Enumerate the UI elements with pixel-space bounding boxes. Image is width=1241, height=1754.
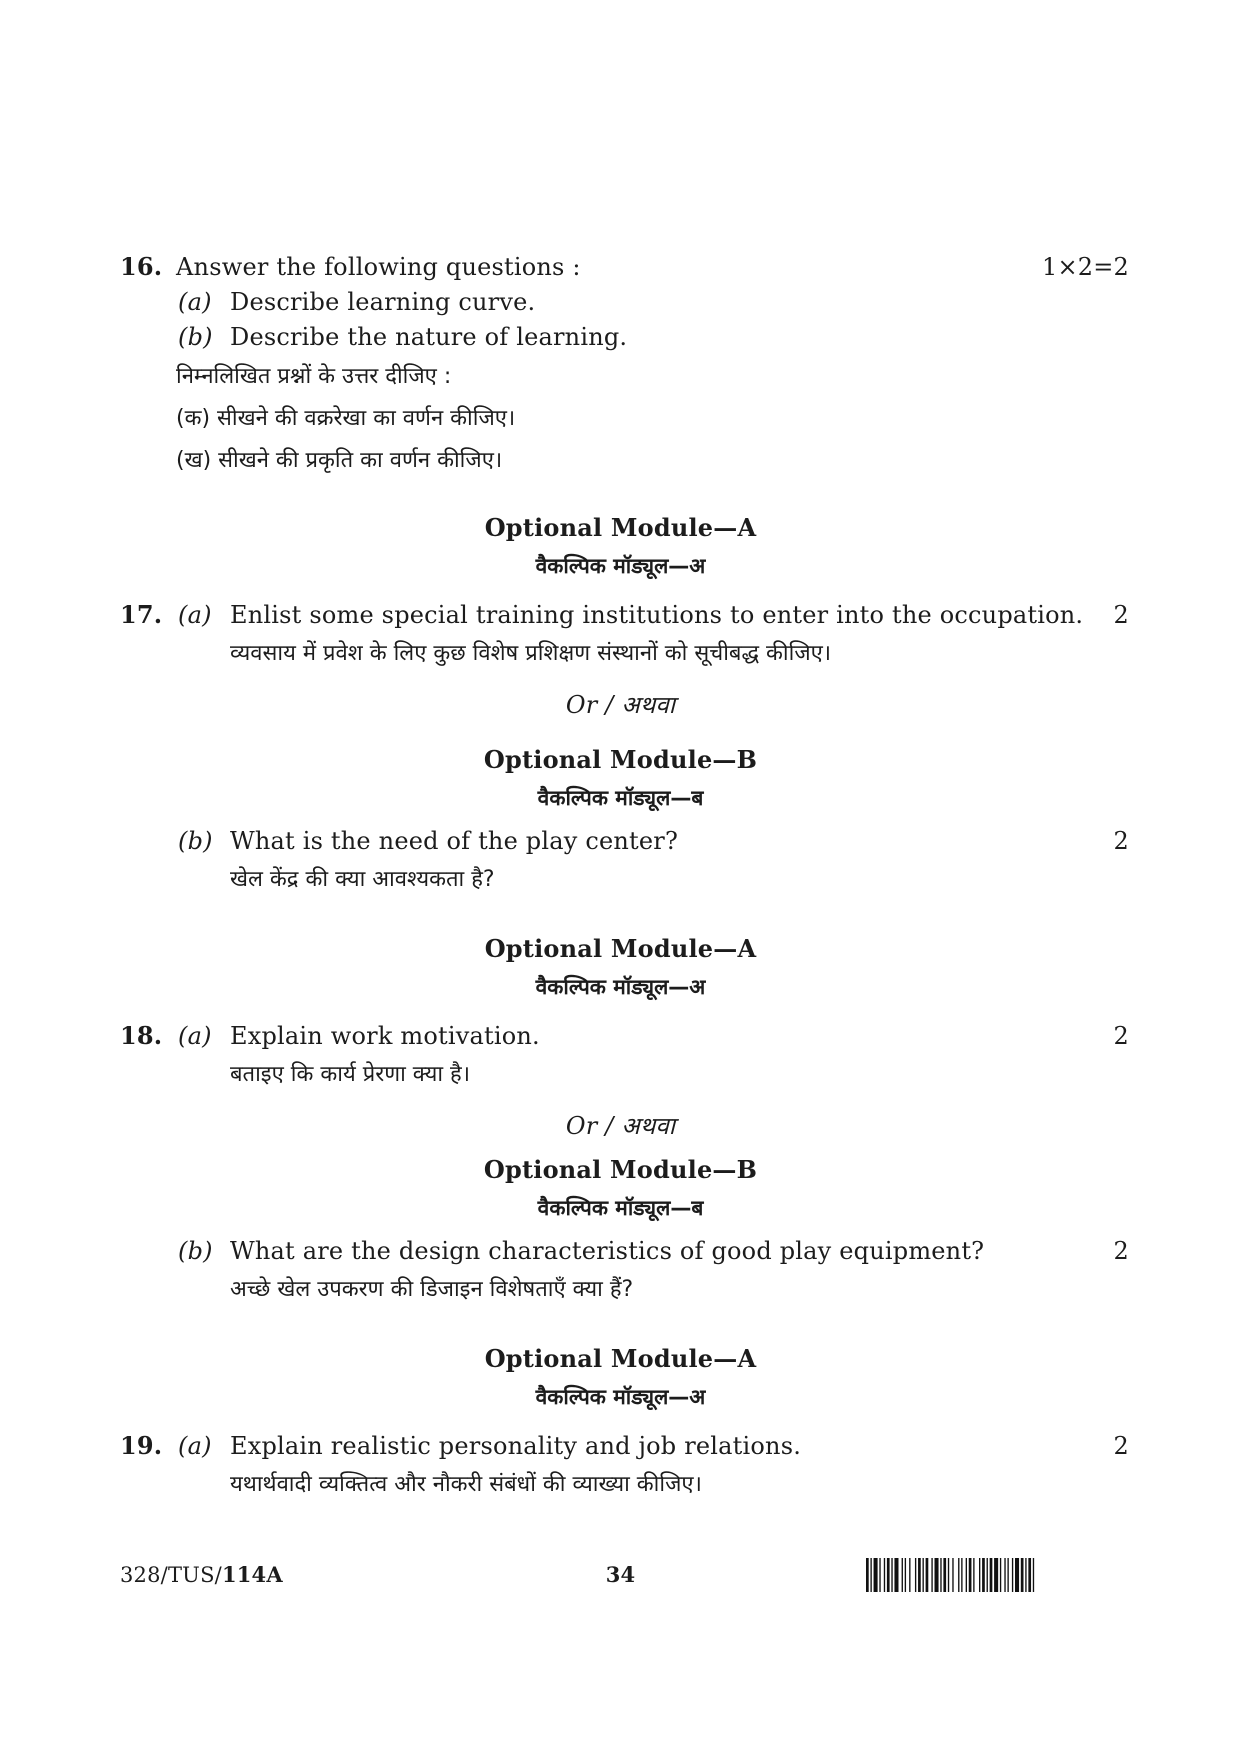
- barcode-bar: [987, 1558, 988, 1592]
- barcode-bar: [909, 1558, 910, 1592]
- q18-a-marks: 2: [1113, 1022, 1129, 1050]
- barcode-bar: [1007, 1558, 1008, 1592]
- barcode-bar: [990, 1558, 993, 1592]
- barcode-bar: [1015, 1558, 1019, 1592]
- barcode-image: [866, 1558, 1130, 1592]
- barcode-bar: [1033, 1558, 1034, 1592]
- q17-a-marks: 2: [1113, 601, 1129, 629]
- or-separator: Or / अथवा: [565, 691, 676, 719]
- barcode-bar: [1004, 1558, 1005, 1592]
- q17-b-text: What is the need of the play center?: [230, 827, 679, 855]
- q18-number: 18.: [120, 1021, 163, 1050]
- barcode-bar: [973, 1558, 974, 1592]
- module-a-heading: Optional Module—A: [484, 513, 757, 542]
- q16-b-label: (b): [178, 323, 213, 351]
- barcode-bar: [935, 1558, 939, 1592]
- module-a-heading-hindi: वैकल्पिक मॉड्यूल—अ: [535, 554, 706, 578]
- barcode-bar: [1012, 1558, 1013, 1592]
- barcode-bar: [994, 1558, 998, 1592]
- module-b-heading-hindi: वैकल्पिक मॉड्यूल—ब: [537, 786, 704, 810]
- barcode-bar: [943, 1558, 946, 1592]
- module-b-heading: Optional Module—B: [483, 1155, 758, 1184]
- q16-hindi-a: (क) सीखने की वक्ररेखा का वर्णन कीजिए।: [176, 406, 516, 431]
- q18-a-label: (a): [178, 1022, 212, 1050]
- module-b-heading-hindi: वैकल्पिक मॉड्यूल—ब: [537, 1196, 704, 1220]
- module-a-heading: Optional Module—A: [484, 1344, 757, 1373]
- barcode-bar: [926, 1558, 929, 1592]
- barcode-bar: [891, 1558, 892, 1592]
- barcode-bar: [915, 1558, 916, 1592]
- q16-a-label: (a): [178, 288, 212, 316]
- barcode-bar: [1021, 1558, 1024, 1592]
- q17-b-hindi: खेल केंद्र की क्या आवश्यकता है?: [230, 867, 495, 892]
- q16-b-text: Describe the nature of learning.: [230, 323, 628, 351]
- barcode-bar: [870, 1558, 871, 1592]
- barcode-bar: [1000, 1558, 1001, 1592]
- q18-b-text: What are the design characteristics of good play equipment?: [230, 1237, 985, 1265]
- barcode-bar: [887, 1558, 890, 1592]
- q19-a-label: (a): [178, 1432, 212, 1460]
- barcode-bar: [902, 1558, 903, 1592]
- q19-number: 19.: [120, 1431, 163, 1460]
- barcode-bar: [918, 1558, 921, 1592]
- q18-b-label: (b): [178, 1237, 213, 1265]
- q19-a-text: Explain realistic personality and job relations.: [230, 1432, 802, 1460]
- barcode-bar: [874, 1558, 878, 1592]
- q17-a-hindi: व्यवसाय में प्रवेश के लिए कुछ विशेष प्रशिक्षण संस्थानों को सूचीबद्ध कीजिए।: [230, 641, 832, 666]
- q16-text: Answer the following questions :: [176, 253, 581, 281]
- module-b-heading: Optional Module—B: [483, 745, 758, 774]
- q17-a-label: (a): [178, 601, 212, 629]
- q18-a-hindi: बताइए कि कार्य प्रेरणा क्या है।: [230, 1062, 471, 1087]
- q16-hindi-b: (ख) सीखने की प्रकृति का वर्णन कीजिए।: [176, 448, 503, 473]
- barcode-bar: [979, 1558, 980, 1592]
- paper-code-prefix: 328/TUS/: [120, 1563, 222, 1587]
- q19-a-hindi: यथार्थवादी व्यक्तित्व और नौकरी संबंधों की व्याख्या कीजिए।: [230, 1472, 702, 1497]
- or-separator: Or / अथवा: [565, 1112, 676, 1140]
- module-a-heading: Optional Module—A: [484, 934, 757, 963]
- barcode-bar: [866, 1558, 869, 1592]
- barcode-bar: [969, 1558, 972, 1592]
- barcode-bar: [905, 1558, 906, 1592]
- q18-b-marks: 2: [1113, 1237, 1129, 1265]
- q16-hindi-intro: निम्नलिखित प्रश्नों के उत्तर दीजिए :: [176, 364, 452, 389]
- page-number: 34: [605, 1562, 636, 1587]
- module-a-heading-hindi: वैकल्पिक मॉड्यूल—अ: [535, 1385, 706, 1409]
- barcode-bar: [931, 1558, 932, 1592]
- barcode-bar: [884, 1558, 885, 1592]
- q17-b-marks: 2: [1113, 827, 1129, 855]
- module-a-heading-hindi: वैकल्पिक मॉड्यूल—अ: [535, 975, 706, 999]
- barcode-bar: [940, 1558, 941, 1592]
- barcode-bar: [958, 1558, 959, 1592]
- q18-a-text: Explain work motivation.: [230, 1022, 540, 1050]
- barcode-bar: [1028, 1558, 1031, 1592]
- q17-number: 17.: [120, 600, 163, 629]
- barcode-bar: [952, 1558, 953, 1592]
- q18-b-hindi: अच्छे खेल उपकरण की डिजाइन विशेषताएँ क्या हैं?: [230, 1277, 634, 1302]
- q16-a-text: Describe learning curve.: [230, 288, 536, 316]
- q17-b-label: (b): [178, 827, 213, 855]
- barcode-bar: [894, 1558, 898, 1592]
- barcode-bar: [982, 1558, 985, 1592]
- q16-marks: 1×2=2: [1041, 253, 1129, 281]
- q16-number: 16.: [120, 252, 163, 281]
- barcode-bar: [1025, 1558, 1026, 1592]
- barcode-bar: [923, 1558, 924, 1592]
- q19-a-marks: 2: [1113, 1432, 1129, 1460]
- barcode-bar: [966, 1558, 967, 1592]
- barcode-bar: [948, 1558, 949, 1592]
- q17-a-text: Enlist some special training institutions to enter into the occupation.: [230, 601, 1084, 629]
- paper-code-bold: 114A: [221, 1562, 283, 1587]
- barcode-bar: [879, 1558, 880, 1592]
- barcode-bar: [961, 1558, 962, 1592]
